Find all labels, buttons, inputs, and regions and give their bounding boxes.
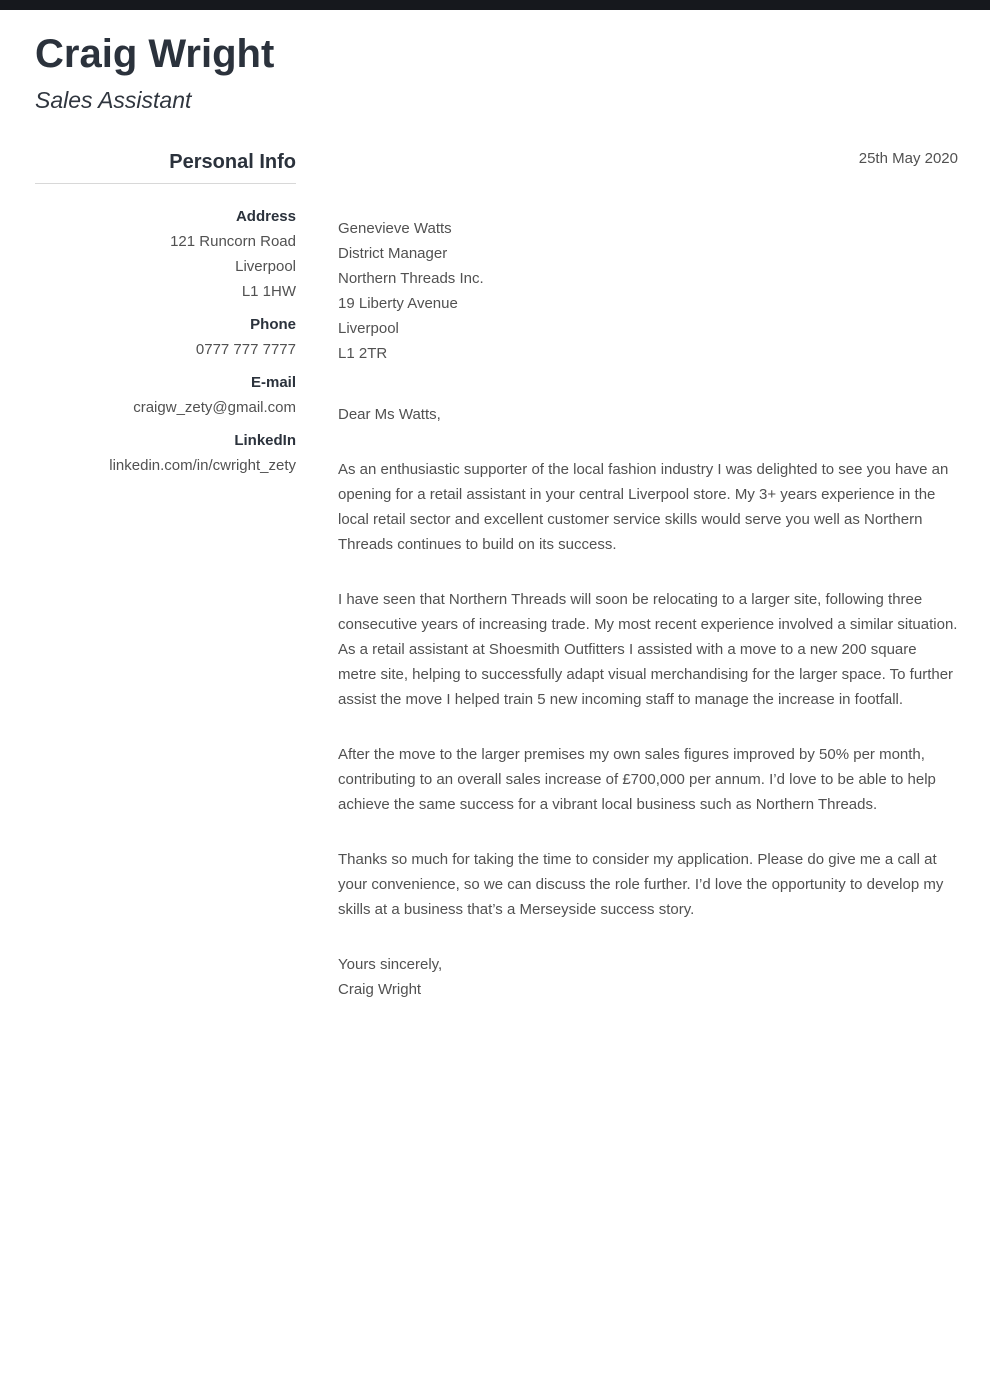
letter-date: 25th May 2020 xyxy=(858,150,958,167)
address-line: Liverpool xyxy=(235,258,296,275)
recipient-role: District Manager xyxy=(338,245,448,262)
linkedin-label: LinkedIn xyxy=(234,432,296,449)
address-label: Address xyxy=(235,208,296,225)
sidebar-field-phone xyxy=(35,312,296,362)
recipient-name: Genevieve Watts xyxy=(338,220,452,237)
top-accent-bar xyxy=(0,0,990,10)
sidebar-field-email xyxy=(35,370,296,420)
sidebar-field-address xyxy=(35,204,296,304)
letter-paragraph-1: As an enthusiastic supporter of the local fashion industry I was delighted to see you have an opening for a retail assistant in your central Liverpool store. My 3+ years experience in the local retail sector and excellent customer service skills would serve you well as Northern Threads continues to build on its success. xyxy=(338,461,949,553)
letter-paragraph-2: I have seen that Northern Threads will soon be relocating to a larger site, following three consecutive years of increasing trade. My most recent experience involved a similar situation. As a retail assistant at Shoesmith Outfitters I assisted with a move to a new 200 square metre site, helping to successfully adapt visual merchandising for the larger space. To further assist the move I helped train 5 new incoming staff to manage the increase in footfall. xyxy=(338,591,958,708)
sidebar-heading: Personal Info xyxy=(35,150,296,184)
address-line: L1 1HW xyxy=(241,283,296,300)
recipient-street: 19 Liberty Avenue xyxy=(338,295,458,312)
letter-body xyxy=(338,150,958,1002)
closing-block xyxy=(338,952,958,1002)
applicant-name: Craig Wright xyxy=(35,32,275,76)
phone-value: 0777 777 7777 xyxy=(195,341,296,358)
recipient-company: Northern Threads Inc. xyxy=(338,270,484,287)
personal-info-sidebar xyxy=(35,150,296,478)
recipient-postcode: L1 2TR xyxy=(338,345,388,362)
phone-label: Phone xyxy=(250,316,296,333)
email-label: E-mail xyxy=(250,374,296,391)
applicant-job-title: Sales Assistant xyxy=(35,87,192,113)
recipient-block xyxy=(338,216,958,366)
letter-paragraph-3: After the move to the larger premises my own sales figures improved by 50% per month, contributing to an overall sales increase of £700,000 per annum. I’d love to be able to help achieve the same success for a vibrant local business such as Northern Threads. xyxy=(338,746,936,813)
recipient-city: Liverpool xyxy=(338,320,399,337)
letter-header xyxy=(35,30,635,114)
linkedin-value: linkedin.com/in/cwright_zety xyxy=(109,457,296,474)
closing-signature-name: Craig Wright xyxy=(338,981,422,998)
salutation: Dear Ms Watts, xyxy=(338,406,441,423)
letter-paragraph-4: Thanks so much for taking the time to consider my application. Please do give me a call at your convenience, so we can discuss the role further. I’d love the opportunity to develop my skills at a business that’s a Merseyside success story. xyxy=(338,851,944,918)
email-value: craigw_zety@gmail.com xyxy=(133,399,296,416)
address-line: 121 Runcorn Road xyxy=(170,233,296,250)
sidebar-field-linkedin xyxy=(35,428,296,478)
closing-valediction: Yours sincerely, xyxy=(338,956,443,973)
